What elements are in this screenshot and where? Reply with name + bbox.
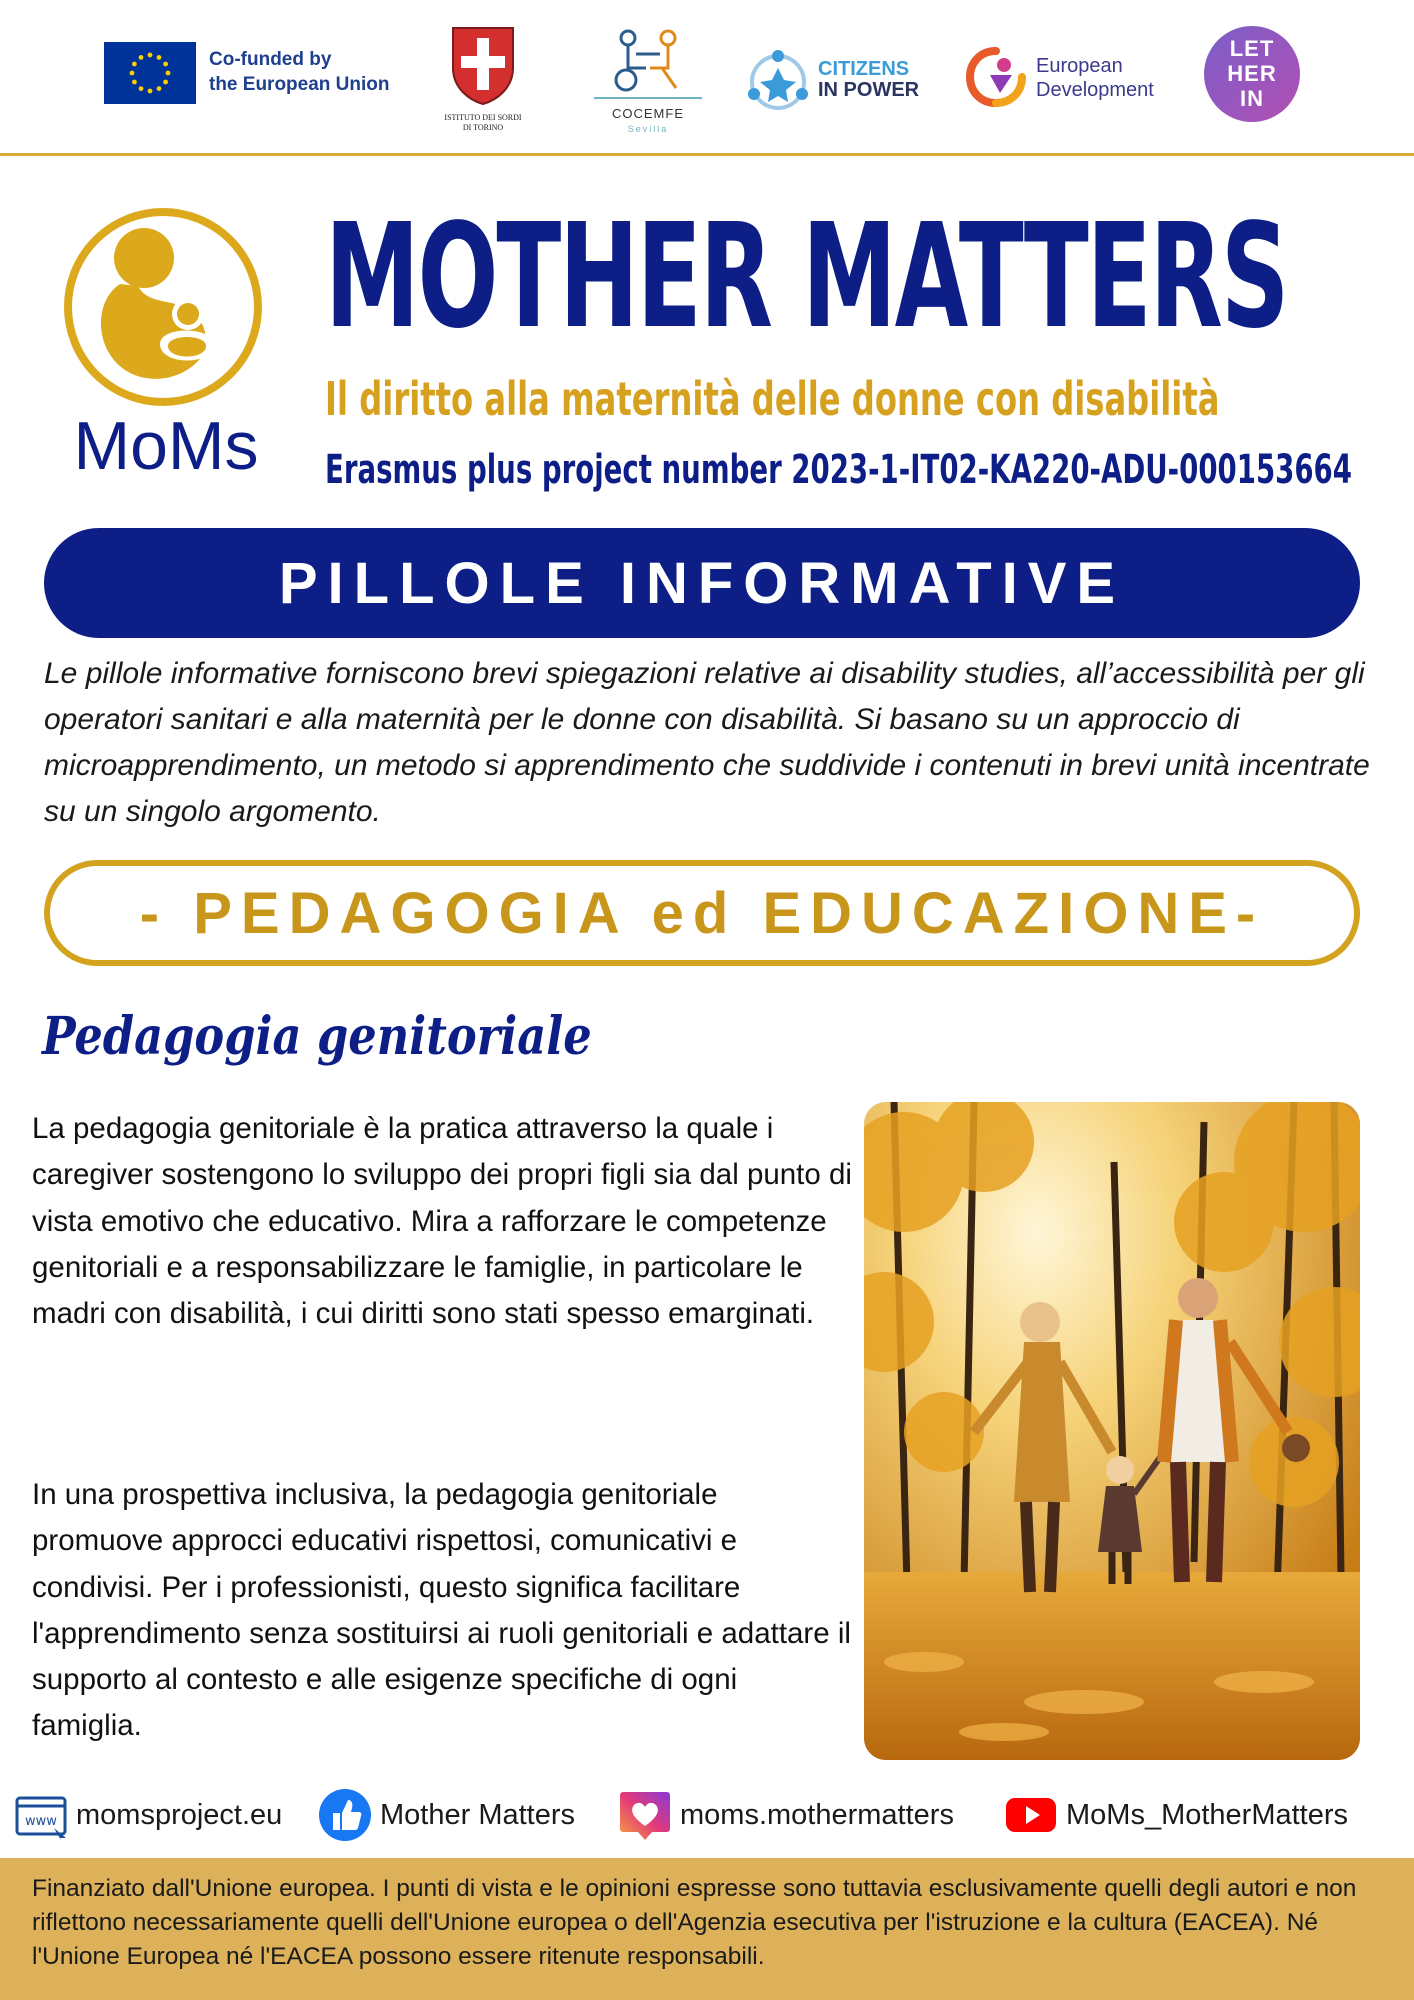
cocemfe-icon xyxy=(592,24,704,102)
cocemfe-label: COCEMFE xyxy=(612,106,684,121)
social-facebook[interactable] xyxy=(318,1790,575,1840)
svg-text:www: www xyxy=(25,1814,57,1829)
eu-disclaimer-footer: Finanziato dall'Unione europea. I punti di vista e le opinioni espresse sono tuttavia esclusivamente quelli degli autori e non riflettono necessariamente quelli dell'Unione europea o dell'Agenzia esecutiva per l'istruzione e la cultura (EACEA). Né l'Unione Europea né l'EACEA possono essere ritenute responsabili. xyxy=(0,1858,1414,2000)
body-paragraph-2: In una prospettiva inclusiva, la pedagogia genitoriale promuove approcci educativi rispettosi, comunicativi e condivisi. Per i professionisti, questo significa facilitare l'apprendimento senza sostituirsi ai ruoli genitoriali e adattare il supporto al contesto e alle esigenze specifiche di ogni famiglia. xyxy=(32,1478,851,1743)
facebook-link[interactable]: Mother Matters xyxy=(380,1798,575,1831)
body-paragraph-1: La pedagogia genitoriale è la pratica attraverso la quale i caregiver sostengono lo sviluppo dei propri figli sia dal punto di vista emotivo che educativo. Mira a rafforzare le competenze genitoriali e a responsabilizzare le famiglie, in particolare le madri con disabilità, i cui diritti sono stati spesso emarginati. xyxy=(32,1112,852,1331)
torino-caption: ISTITUTO DEI SORDI DI TORINO xyxy=(444,113,522,132)
eu-cofunded-label: Co-funded by the European Union xyxy=(209,49,390,95)
eu-flag-icon xyxy=(104,42,196,104)
family-autumn-photo xyxy=(864,1102,1360,1760)
european-development-label: European Development xyxy=(1036,55,1154,101)
website-icon xyxy=(14,1788,68,1842)
project-number: Erasmus plus project number 2023-1-IT02-KA220-ADU-000153664 xyxy=(325,447,1352,493)
social-youtube[interactable] xyxy=(1004,1790,1348,1840)
pillole-informative-banner: PILLOLE INFORMATIVE xyxy=(44,528,1360,638)
citizens-in-power-label: CITIZENS IN POWER xyxy=(818,58,920,101)
citizens-in-power-icon xyxy=(744,48,812,116)
social-instagram[interactable] xyxy=(618,1790,954,1840)
intro-paragraph: Le pillole informative forniscono brevi spiegazioni relative ai disability studies, all’accessibilità per gli operatori sanitari e alla maternità per le donne con disabilità. Si basano su un approccio di microapprendimento, un metodo si apprendimento che suddivide i contenuti in brevi unità incentrate su un singolo argomento. xyxy=(44,657,1370,828)
moms-logo-text: MoMs xyxy=(73,408,259,484)
section-title: Pedagogia genitoriale xyxy=(42,1006,592,1067)
page-title: MOTHER MATTERS xyxy=(325,192,1288,360)
partner-logos-header xyxy=(0,0,1414,156)
european-development-icon xyxy=(964,45,1028,109)
cocemfe-sublabel: Sevilla xyxy=(627,124,669,134)
instagram-heart-icon xyxy=(618,1788,672,1842)
youtube-icon xyxy=(1004,1788,1058,1842)
website-link[interactable]: momsproject.eu xyxy=(76,1798,283,1831)
youtube-link[interactable]: MoMs_MotherMatters xyxy=(1066,1798,1349,1831)
let-her-in-label: LET HER IN xyxy=(1227,36,1277,111)
instagram-link[interactable]: moms.mothermatters xyxy=(680,1798,954,1831)
section-category-banner: - PEDAGOGIA ed EDUCAZIONE- xyxy=(44,860,1360,966)
social-website[interactable] xyxy=(14,1790,282,1840)
moms-mother-child-logo-icon xyxy=(62,206,264,408)
facebook-like-icon xyxy=(318,1788,372,1842)
torino-shield-icon xyxy=(449,24,517,106)
page-subtitle: Il diritto alla maternità delle donne con disabilità xyxy=(325,372,1220,426)
